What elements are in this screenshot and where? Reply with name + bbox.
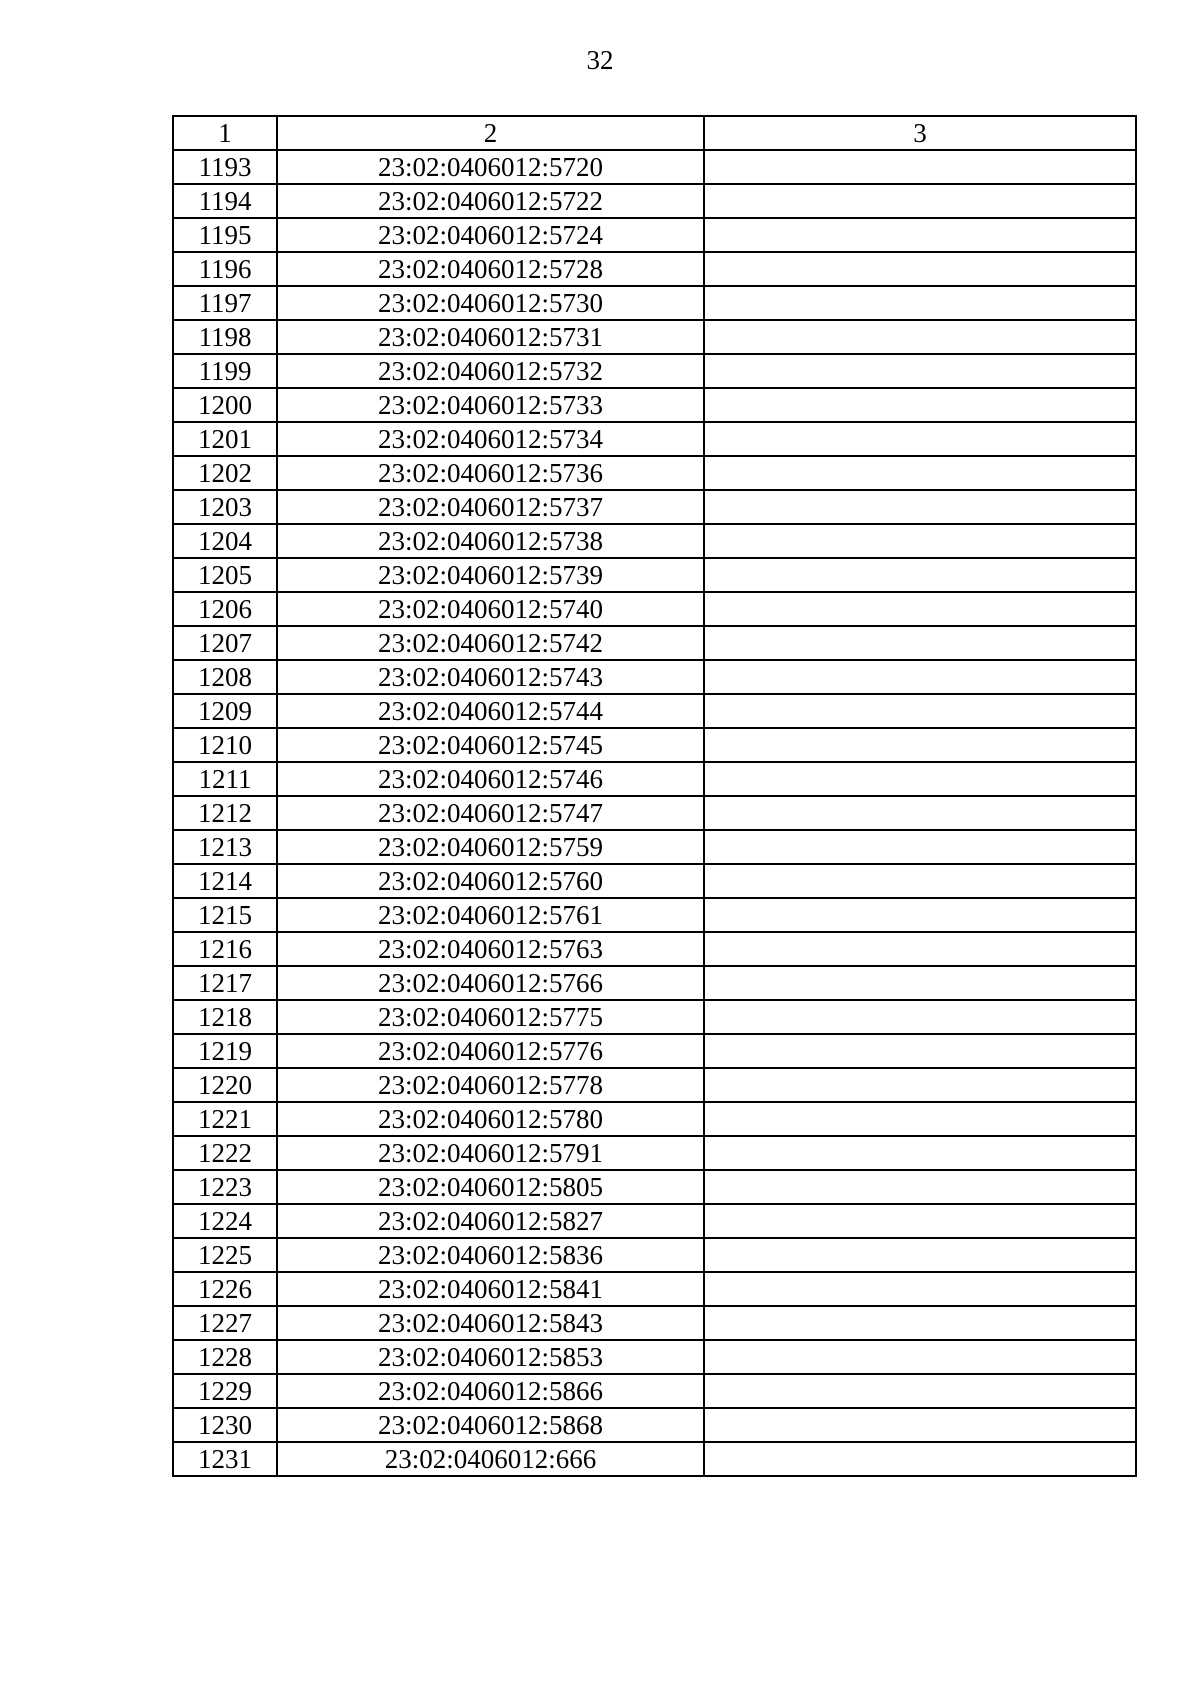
table-row [173,1272,1136,1306]
notes-cell [704,1374,1136,1408]
row-number-cell: 1208 [173,660,277,694]
cadastral-number-cell: 23:02:0406012:5775 [277,1000,704,1034]
header-row [173,116,1136,150]
cadastral-number-cell: 23:02:0406012:5853 [277,1340,704,1374]
notes-cell [704,966,1136,1000]
row-number-cell: 1212 [173,796,277,830]
notes-cell [704,286,1136,320]
table-row [173,218,1136,252]
notes-cell [704,422,1136,456]
row-number-cell: 1222 [173,1136,277,1170]
cadastral-number-cell: 23:02:0406012:5780 [277,1102,704,1136]
cadastral-number-cell: 23:02:0406012:5730 [277,286,704,320]
table-row [173,1102,1136,1136]
cadastral-number-cell: 23:02:0406012:5742 [277,626,704,660]
notes-cell [704,626,1136,660]
notes-cell [704,1000,1136,1034]
notes-cell [704,150,1136,184]
table-row [173,1170,1136,1204]
notes-cell [704,1068,1136,1102]
column-header-1: 1 [173,116,277,150]
row-number-cell: 1210 [173,728,277,762]
cadastral-number-cell: 23:02:0406012:5746 [277,762,704,796]
row-number-cell: 1221 [173,1102,277,1136]
cadastral-number-cell: 23:02:0406012:5791 [277,1136,704,1170]
notes-cell [704,218,1136,252]
table-row [173,1034,1136,1068]
row-number-cell: 1217 [173,966,277,1000]
notes-cell [704,762,1136,796]
cadastral-number-cell: 23:02:0406012:5836 [277,1238,704,1272]
row-number-cell: 1218 [173,1000,277,1034]
notes-cell [704,1034,1136,1068]
table-row [173,1306,1136,1340]
cadastral-number-cell: 23:02:0406012:5843 [277,1306,704,1340]
table-row [173,456,1136,490]
row-number-cell: 1194 [173,184,277,218]
cadastral-number-cell: 23:02:0406012:5728 [277,252,704,286]
table-body [173,150,1136,1476]
cadastral-number-cell: 23:02:0406012:5868 [277,1408,704,1442]
table-row [173,354,1136,388]
table-row [173,830,1136,864]
notes-cell [704,1272,1136,1306]
table-row [173,864,1136,898]
table-row [173,150,1136,184]
cadastral-number-cell: 23:02:0406012:5722 [277,184,704,218]
cadastral-number-cell: 23:02:0406012:5724 [277,218,704,252]
row-number-cell: 1202 [173,456,277,490]
table-row [173,1340,1136,1374]
notes-cell [704,1170,1136,1204]
notes-cell [704,252,1136,286]
table-row [173,558,1136,592]
notes-cell [704,558,1136,592]
table-row [173,490,1136,524]
table-row [173,1000,1136,1034]
table-row [173,388,1136,422]
table-row [173,252,1136,286]
notes-cell [704,388,1136,422]
row-number-cell: 1214 [173,864,277,898]
row-number-cell: 1209 [173,694,277,728]
row-number-cell: 1231 [173,1442,277,1476]
row-number-cell: 1227 [173,1306,277,1340]
row-number-cell: 1224 [173,1204,277,1238]
cadastral-number-cell: 23:02:0406012:5736 [277,456,704,490]
table-row [173,796,1136,830]
table-row [173,1068,1136,1102]
table-row [173,1204,1136,1238]
notes-cell [704,1442,1136,1476]
row-number-cell: 1213 [173,830,277,864]
notes-cell [704,796,1136,830]
table-row [173,694,1136,728]
table-row [173,286,1136,320]
row-number-cell: 1193 [173,150,277,184]
cadastral-number-table [172,115,1137,1477]
notes-cell [704,320,1136,354]
table-row [173,1442,1136,1476]
notes-cell [704,524,1136,558]
cadastral-number-cell: 23:02:0406012:5747 [277,796,704,830]
row-number-cell: 1215 [173,898,277,932]
table-row [173,728,1136,762]
table-row [173,966,1136,1000]
notes-cell [704,694,1136,728]
cadastral-number-cell: 23:02:0406012:666 [277,1442,704,1476]
column-header-2: 2 [277,116,704,150]
notes-cell [704,184,1136,218]
row-number-cell: 1207 [173,626,277,660]
table-row [173,592,1136,626]
cadastral-number-cell: 23:02:0406012:5737 [277,490,704,524]
cadastral-number-cell: 23:02:0406012:5766 [277,966,704,1000]
notes-cell [704,1102,1136,1136]
row-number-cell: 1199 [173,354,277,388]
row-number-cell: 1211 [173,762,277,796]
row-number-cell: 1226 [173,1272,277,1306]
row-number-cell: 1206 [173,592,277,626]
cadastral-number-cell: 23:02:0406012:5760 [277,864,704,898]
notes-cell [704,1408,1136,1442]
table-row [173,1238,1136,1272]
row-number-cell: 1201 [173,422,277,456]
cadastral-number-cell: 23:02:0406012:5740 [277,592,704,626]
page-number: 32 [586,45,614,75]
cadastral-number-cell: 23:02:0406012:5841 [277,1272,704,1306]
cadastral-number-cell: 23:02:0406012:5866 [277,1374,704,1408]
table-row [173,660,1136,694]
notes-cell [704,592,1136,626]
row-number-cell: 1230 [173,1408,277,1442]
cadastral-number-cell: 23:02:0406012:5744 [277,694,704,728]
column-header-3: 3 [704,116,1136,150]
cadastral-number-cell: 23:02:0406012:5745 [277,728,704,762]
row-number-cell: 1225 [173,1238,277,1272]
cadastral-number-cell: 23:02:0406012:5739 [277,558,704,592]
notes-cell [704,728,1136,762]
notes-cell [704,354,1136,388]
notes-cell [704,1306,1136,1340]
table-header [173,116,1136,150]
cadastral-number-cell: 23:02:0406012:5827 [277,1204,704,1238]
row-number-cell: 1195 [173,218,277,252]
notes-cell [704,456,1136,490]
row-number-cell: 1219 [173,1034,277,1068]
table-row [173,932,1136,966]
cadastral-number-cell: 23:02:0406012:5738 [277,524,704,558]
row-number-cell: 1229 [173,1374,277,1408]
table-row [173,1136,1136,1170]
notes-cell [704,490,1136,524]
cadastral-number-cell: 23:02:0406012:5776 [277,1034,704,1068]
row-number-cell: 1196 [173,252,277,286]
table-row [173,524,1136,558]
table-row [173,898,1136,932]
cadastral-number-cell: 23:02:0406012:5743 [277,660,704,694]
cadastral-number-cell: 23:02:0406012:5763 [277,932,704,966]
table-row [173,762,1136,796]
table-row [173,422,1136,456]
cadastral-number-cell: 23:02:0406012:5761 [277,898,704,932]
notes-cell [704,1238,1136,1272]
row-number-cell: 1197 [173,286,277,320]
table-row [173,184,1136,218]
row-number-cell: 1223 [173,1170,277,1204]
notes-cell [704,660,1136,694]
notes-cell [704,932,1136,966]
notes-cell [704,1204,1136,1238]
row-number-cell: 1220 [173,1068,277,1102]
notes-cell [704,898,1136,932]
notes-cell [704,1136,1136,1170]
row-number-cell: 1216 [173,932,277,966]
table-row [173,1408,1136,1442]
row-number-cell: 1198 [173,320,277,354]
cadastral-number-cell: 23:02:0406012:5734 [277,422,704,456]
notes-cell [704,830,1136,864]
table-row [173,626,1136,660]
cadastral-number-cell: 23:02:0406012:5759 [277,830,704,864]
notes-cell [704,1340,1136,1374]
cadastral-number-cell: 23:02:0406012:5733 [277,388,704,422]
cadastral-number-cell: 23:02:0406012:5805 [277,1170,704,1204]
cadastral-number-cell: 23:02:0406012:5732 [277,354,704,388]
row-number-cell: 1228 [173,1340,277,1374]
row-number-cell: 1203 [173,490,277,524]
row-number-cell: 1204 [173,524,277,558]
notes-cell [704,864,1136,898]
table-row [173,320,1136,354]
table-row [173,1374,1136,1408]
cadastral-number-cell: 23:02:0406012:5720 [277,150,704,184]
cadastral-number-cell: 23:02:0406012:5778 [277,1068,704,1102]
row-number-cell: 1200 [173,388,277,422]
cadastral-number-cell: 23:02:0406012:5731 [277,320,704,354]
row-number-cell: 1205 [173,558,277,592]
